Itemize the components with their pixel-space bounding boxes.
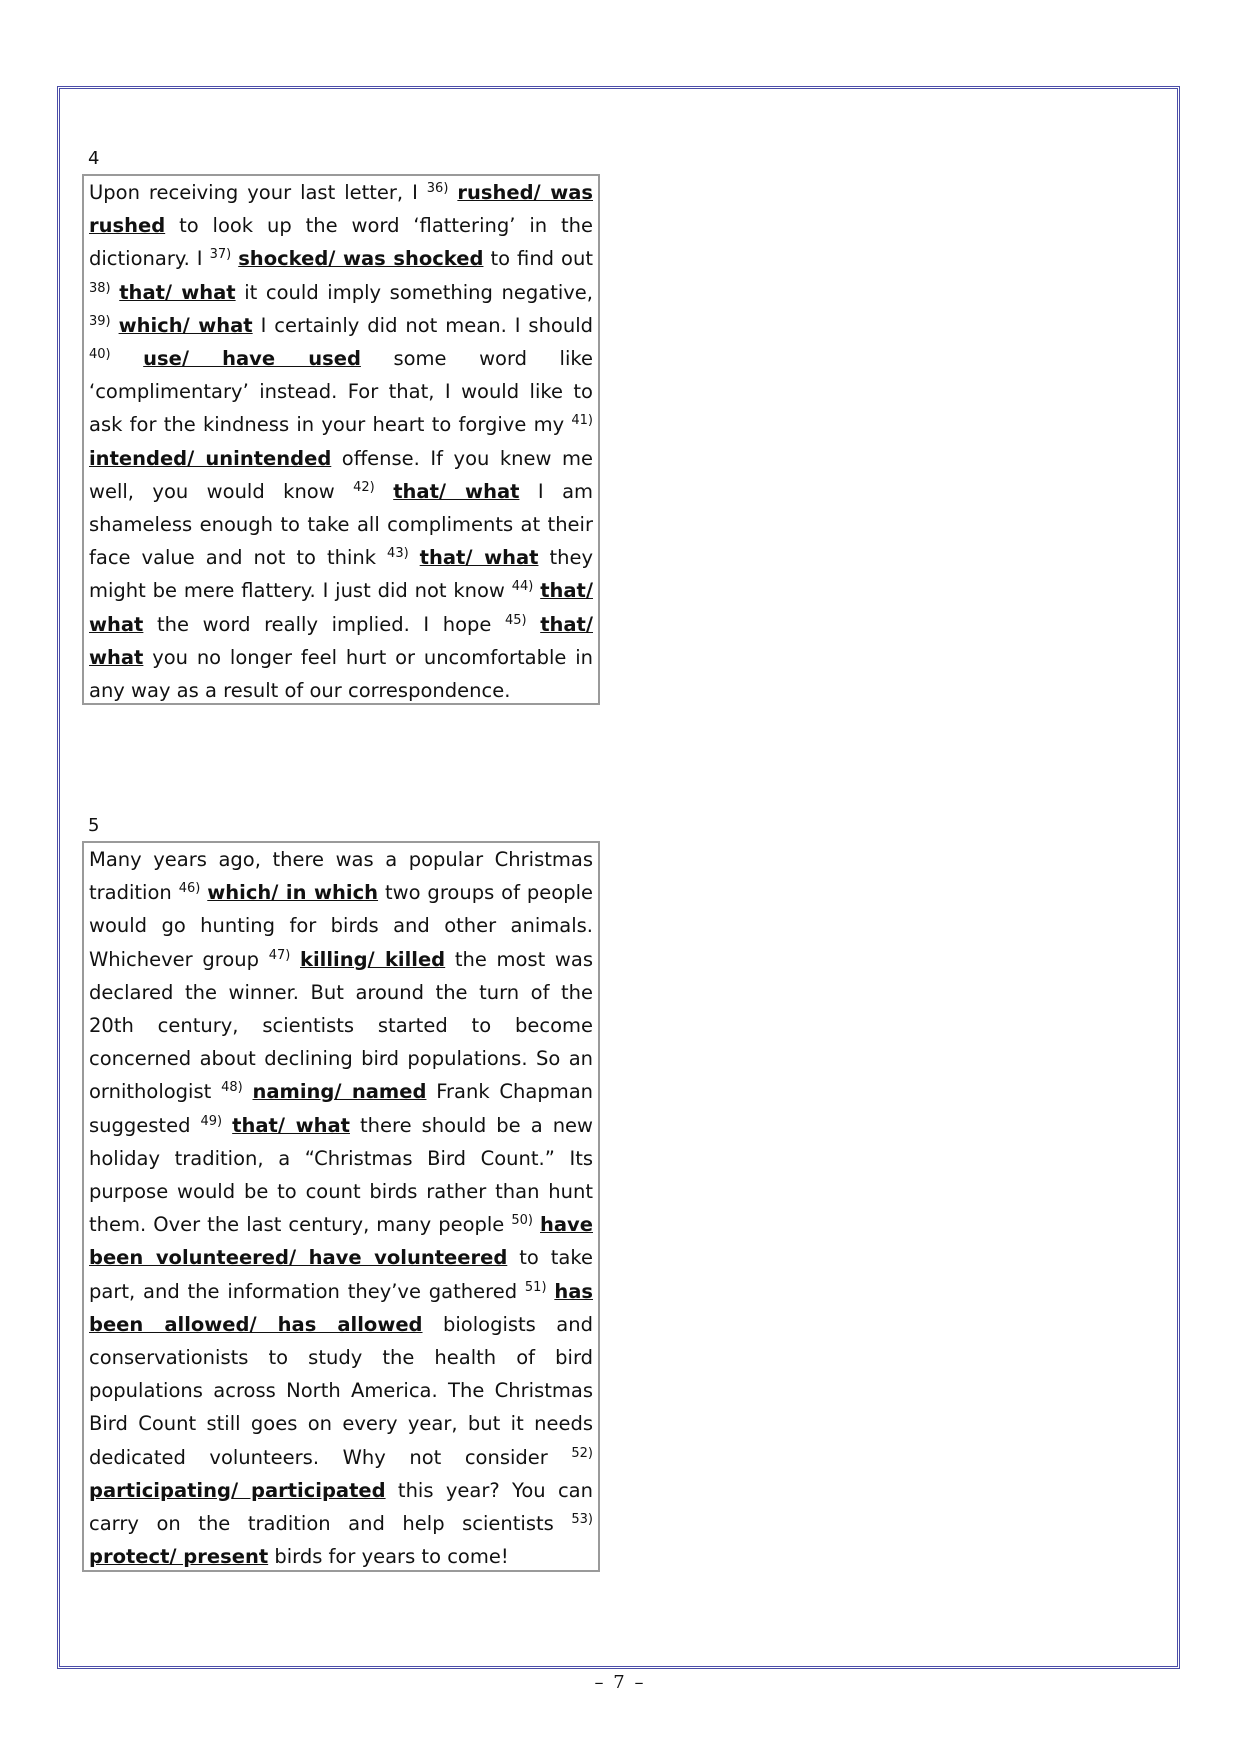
- answer-choice-pair: that/ what: [89, 579, 593, 636]
- blank-number: 36): [426, 181, 449, 196]
- blank-number: 44): [511, 579, 534, 595]
- answer-choice-pair: that/ what: [419, 546, 539, 570]
- blank-number: 39): [89, 313, 111, 329]
- passage-text: this year? You can carry on the tradition and help scientists: [89, 1478, 593, 1536]
- answer-choice-pair: that/ what: [119, 280, 236, 304]
- answer-choice-pair: that/ what: [89, 612, 593, 669]
- blank-number: 42): [353, 479, 375, 495]
- passage-text: to find out: [483, 247, 593, 271]
- answer-choice-pair: have been volunteered/ have volunteered: [89, 1213, 593, 1270]
- answer-choice-pair: naming/ named: [252, 1080, 427, 1104]
- blank-number: 37): [209, 247, 232, 263]
- passage-text: birds for years to come!: [268, 1545, 509, 1569]
- passage-text: two groups of people would go hunting for birds and other animals. Whichever group: [89, 881, 593, 971]
- blank-number: 38): [89, 280, 111, 296]
- passage-text: Upon receiving your last letter, I: [89, 181, 427, 204]
- passage-text: they might be mere flattery. I just did not know: [89, 546, 593, 603]
- blank-number: 51): [524, 1279, 547, 1295]
- passage-text: I certainly did not mean. I should: [252, 313, 594, 337]
- passage-box-4: [82, 174, 600, 705]
- question-number-4: 4: [88, 148, 100, 169]
- answer-choice-pair: that/ what: [393, 479, 520, 503]
- passage-text: biologists and conservationists to study the health of bird populations across North America. The Christmas Bird Count still goes on every year, but it needs dedicated volunteers. Why not consider: [89, 1312, 593, 1469]
- blank-number: 48): [221, 1080, 243, 1096]
- passage-text: you no longer feel hurt or uncomfortable in any way as a result of our correspondence.: [89, 645, 593, 703]
- blank-number: 52): [571, 1445, 593, 1461]
- passage-text: Frank Chapman suggested: [89, 1080, 594, 1137]
- answer-choice-pair: protect/ present: [89, 1545, 269, 1569]
- answer-choice-pair: that/ what: [232, 1113, 350, 1137]
- question-number-5: 5: [88, 815, 100, 836]
- passage-text: Many years ago, there was a popular Christmas tradition: [89, 848, 593, 905]
- answer-choice-pair: shocked/ was shocked: [238, 247, 484, 271]
- blank-number: 53): [571, 1512, 593, 1528]
- blank-number: 43): [387, 546, 409, 562]
- passage-box-5: [82, 841, 600, 1572]
- answer-choice-pair: has been allowed/ has allowed: [89, 1279, 594, 1336]
- answer-choice-pair: which/ what: [118, 313, 253, 337]
- blank-number: 40): [89, 347, 111, 363]
- passage-text: some word like ‘complimentary’ instead. For that, I would like to ask for the kindness in your heart to forgive my: [89, 347, 593, 437]
- blank-number: 50): [511, 1213, 533, 1229]
- answer-choice-pair: participating/ participated: [89, 1478, 386, 1502]
- passage-text: offense. If you knew me well, you would know: [89, 446, 593, 503]
- answer-choice-pair: intended/ unintended: [89, 446, 332, 470]
- blank-number: 46): [178, 881, 201, 897]
- blank-number: 41): [571, 413, 593, 429]
- answer-choice-pair: killing/ killed: [300, 947, 446, 971]
- answer-choice-pair: which/ in which: [207, 881, 379, 905]
- passage-text: the most was declared the winner. But around the turn of the 20th century, scientists started to become concerned about declining bird populations. So an ornithologist: [89, 947, 593, 1104]
- passage-text: the word really implied. I hope: [143, 612, 505, 636]
- passage-text: there should be a new holiday tradition, a “Christmas Bird Count.” Its purpose would be to count birds rather than hunt them. Over the last century, many people: [89, 1113, 593, 1237]
- blank-number: 47): [268, 947, 291, 963]
- page-number: – 7 –: [594, 1672, 646, 1693]
- passage-text: I am shameless enough to take all compliments at their face value and not to think: [89, 479, 594, 570]
- passage-text: it could imply something negative,: [235, 280, 593, 304]
- answer-choice-pair: use/ have used: [143, 347, 361, 371]
- blank-number: 49): [200, 1113, 223, 1129]
- passage-text: to take part, and the information they’ve gathered: [89, 1246, 593, 1303]
- answer-choice-pair: rushed/ was rushed: [89, 181, 593, 238]
- blank-number: 45): [504, 612, 527, 628]
- passage-text: to look up the word ‘flattering’ in the dictionary. I: [89, 214, 593, 271]
